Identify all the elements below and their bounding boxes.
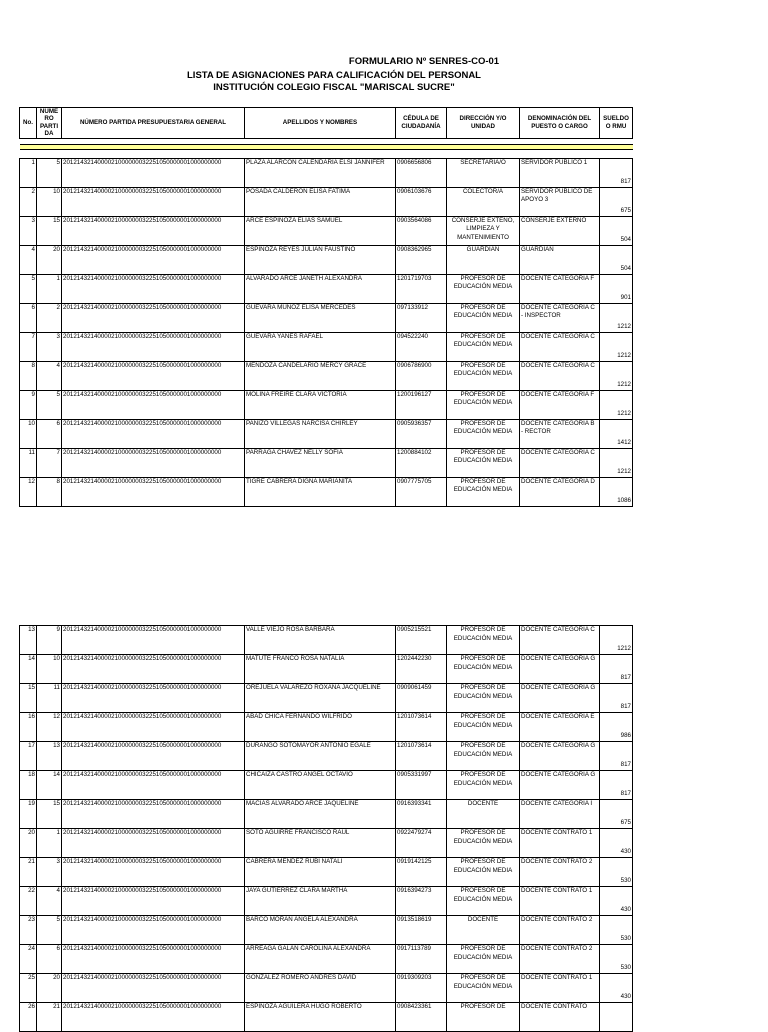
direccion-cell: PROFESOR DE EDUCACIÓN MEDIA <box>447 713 520 742</box>
direccion-cell: PROFESOR DE EDUCACIÓN MEDIA <box>447 945 520 974</box>
sueldo-cell: 530 <box>600 945 633 974</box>
sueldo-cell: 817 <box>600 158 633 187</box>
partida-general-cell: 2012143214000021000000032251050000001000000000 <box>62 216 245 245</box>
direccion-cell: PROFESOR DE EDUCACIÓN MEDIA <box>447 448 520 477</box>
partida-number-cell: 6 <box>37 945 62 974</box>
partida-general-cell: 2012143214000021000000032251050000001000000000 <box>62 448 245 477</box>
cedula-cell: 0905936357 <box>396 419 447 448</box>
direccion-cell: PROFESOR DE EDUCACIÓN MEDIA <box>447 477 520 506</box>
cedula-cell: 0922479274 <box>396 829 447 858</box>
row-number-cell: 18 <box>20 771 37 800</box>
partida-number-cell: 1 <box>37 829 62 858</box>
col-header-direccion: DIRECCIÓN Y/O UNIDAD <box>447 108 520 139</box>
cedula-cell: 094522240 <box>396 332 447 361</box>
partida-number-cell: 15 <box>37 216 62 245</box>
table-row <box>20 800 633 829</box>
puesto-cell: DOCENTE CATEGORIA G <box>520 655 600 684</box>
partida-number-cell: 5 <box>37 390 62 419</box>
cedula-cell: 0906103676 <box>396 187 447 216</box>
cedula-cell: 0906786900 <box>396 361 447 390</box>
sueldo-cell: 1212 <box>600 448 633 477</box>
partida-number-cell: 7 <box>37 448 62 477</box>
puesto-cell: DOCENTE CATEGORIA E <box>520 713 600 742</box>
assignments-table-page-1 <box>19 107 633 507</box>
full-name-cell: MACIAS ALVARADO ARCE JAQUELINE <box>245 800 396 829</box>
puesto-cell: DOCENTE CONTRATO 1 <box>520 974 600 1003</box>
assignments-table-page-2 <box>19 625 633 1032</box>
row-number-cell: 6 <box>20 303 37 332</box>
table-row <box>20 419 633 448</box>
full-name-cell: ESPINOZA REYES JULIAN FAUSTINO <box>245 245 396 274</box>
partida-general-cell: 2012143214000021000000032251050000001000000000 <box>62 390 245 419</box>
full-name-cell: ESPINOZA AGUILERA HUGO ROBERTO <box>245 1003 396 1032</box>
partida-number-cell: 8 <box>37 477 62 506</box>
col-header-cedula: CÉDULA DE CIUDADANÍA <box>396 108 447 139</box>
puesto-cell: DOCENTE CONTRATO 2 <box>520 858 600 887</box>
partida-number-cell: 5 <box>37 916 62 945</box>
direccion-cell: CONSERJE EXTENO, LIMPIEZA Y MANTENIMIENTO <box>447 216 520 245</box>
institution-name: INSTITUCIÓN COLEGIO FISCAL "MARISCAL SUCRE" <box>213 82 455 93</box>
table-row <box>20 655 633 684</box>
cedula-cell: 0905331997 <box>396 771 447 800</box>
table-row <box>20 945 633 974</box>
row-number-cell: 14 <box>20 655 37 684</box>
sueldo-cell: 430 <box>600 974 633 1003</box>
partida-general-cell: 2012143214000021000000032251050000001000000000 <box>62 829 245 858</box>
puesto-cell: SERVIDOR PUBLICO 1 <box>520 158 600 187</box>
cedula-cell: 1202442230 <box>396 655 447 684</box>
row-number-cell: 16 <box>20 713 37 742</box>
direccion-cell: DOCENTE <box>447 800 520 829</box>
cedula-cell: 1201719703 <box>396 274 447 303</box>
row-number-cell: 25 <box>20 974 37 1003</box>
partida-number-cell: 15 <box>37 800 62 829</box>
partida-general-cell: 2012143214000021000000032251050000001000000000 <box>62 945 245 974</box>
direccion-cell: PROFESOR DE EDUCACIÓN MEDIA <box>447 332 520 361</box>
puesto-cell: DOCENTE CATEGORIA D <box>520 477 600 506</box>
partida-general-cell: 2012143214000021000000032251050000001000000000 <box>62 1003 245 1032</box>
direccion-cell: PROFESOR DE EDUCACIÓN MEDIA <box>447 974 520 1003</box>
partida-general-cell: 2012143214000021000000032251050000001000000000 <box>62 974 245 1003</box>
row-number-cell: 12 <box>20 477 37 506</box>
row-number-cell: 7 <box>20 332 37 361</box>
cedula-cell: 0905215521 <box>396 626 447 655</box>
sueldo-cell: 817 <box>600 771 633 800</box>
row-number-cell: 3 <box>20 216 37 245</box>
full-name-cell: POSADA CALDERON ELISA FATIMA <box>245 187 396 216</box>
full-name-cell: DURANGO SOTOMAYOR ANTONIO EGALE <box>245 742 396 771</box>
puesto-cell: DOCENTE CONTRATO 1 <box>520 829 600 858</box>
cedula-cell: 0919309203 <box>396 974 447 1003</box>
cedula-cell: 0913518619 <box>396 916 447 945</box>
sueldo-cell: 675 <box>600 187 633 216</box>
table-row <box>20 626 633 655</box>
partida-number-cell: 20 <box>37 974 62 1003</box>
sueldo-cell: 675 <box>600 800 633 829</box>
sueldo-cell: 430 <box>600 887 633 916</box>
cedula-cell: 0916393341 <box>396 800 447 829</box>
cedula-cell: 0908362965 <box>396 245 447 274</box>
full-name-cell: JAYA GUTIERREZ CLARA MARTHA <box>245 887 396 916</box>
row-number-cell: 8 <box>20 361 37 390</box>
full-name-cell: TIGRE CABRERA DIGNA MARIANITA <box>245 477 396 506</box>
full-name-cell: VALLE VIEJO ROSA BARBARA <box>245 626 396 655</box>
full-name-cell: SOTO AGUIRRE FRANCISCO RAUL <box>245 829 396 858</box>
puesto-cell: DOCENTE CONTRATO 2 <box>520 916 600 945</box>
full-name-cell: GONZALEZ ROMERO ANDRES DAVID <box>245 974 396 1003</box>
partida-general-cell: 2012143214000021000000032251050000001000000000 <box>62 332 245 361</box>
partida-number-cell: 4 <box>37 361 62 390</box>
partida-general-cell: 2012143214000021000000032251050000001000000000 <box>62 361 245 390</box>
full-name-cell: ARCE ESPINOZA ELIAS SAMUEL <box>245 216 396 245</box>
partida-number-cell: 10 <box>37 655 62 684</box>
sueldo-cell: 817 <box>600 655 633 684</box>
row-number-cell: 1 <box>20 158 37 187</box>
table-row <box>20 684 633 713</box>
row-number-cell: 26 <box>20 1003 37 1032</box>
table-row <box>20 187 633 216</box>
full-name-cell: GUEVARA YANES RAFAEL <box>245 332 396 361</box>
direccion-cell: PROFESOR DE EDUCACIÓN MEDIA <box>447 419 520 448</box>
full-name-cell: MOLINA FREIRE CLARA VICTORIA <box>245 390 396 419</box>
table-row <box>20 303 633 332</box>
table-row <box>20 216 633 245</box>
sueldo-cell: 430 <box>600 829 633 858</box>
direccion-cell: PROFESOR DE EDUCACIÓN MEDIA <box>447 684 520 713</box>
full-name-cell: ALVARADO ARCE JANETH ALEXANDRA <box>245 274 396 303</box>
col-header-nombres: APELLIDOS Y NOMBRES <box>245 108 396 139</box>
puesto-cell: DOCENTE CATEGORIA C <box>520 332 600 361</box>
partida-general-cell: 2012143214000021000000032251050000001000000000 <box>62 713 245 742</box>
sueldo-cell: 530 <box>600 858 633 887</box>
col-header-no: No. <box>20 108 37 139</box>
sueldo-cell: 1212 <box>600 390 633 419</box>
partida-general-cell: 2012143214000021000000032251050000001000000000 <box>62 158 245 187</box>
full-name-cell: ARREAGA GALAN CAROLINA ALEXANDRA <box>245 945 396 974</box>
partida-general-cell: 2012143214000021000000032251050000001000000000 <box>62 858 245 887</box>
row-number-cell: 13 <box>20 626 37 655</box>
sueldo-cell: 901 <box>600 274 633 303</box>
table-row <box>20 771 633 800</box>
direccion-cell: PROFESOR DE EDUCACIÓN MEDIA <box>447 858 520 887</box>
direccion-cell: PROFESOR DE EDUCACIÓN MEDIA <box>447 390 520 419</box>
direccion-cell: PROFESOR DE EDUCACIÓN MEDIA <box>447 771 520 800</box>
row-number-cell: 15 <box>20 684 37 713</box>
table-row <box>20 477 633 506</box>
partida-general-cell: 2012143214000021000000032251050000001000000000 <box>62 187 245 216</box>
table-row <box>20 390 633 419</box>
direccion-cell: PROFESOR DE EDUCACIÓN MEDIA <box>447 829 520 858</box>
full-name-cell: PARRAGA CHAVEZ NELLY SOFIA <box>245 448 396 477</box>
row-number-cell: 11 <box>20 448 37 477</box>
sueldo-cell: 817 <box>600 742 633 771</box>
puesto-cell: DOCENTE CATEGORIA G <box>520 684 600 713</box>
cedula-cell: 0917113789 <box>396 945 447 974</box>
cedula-cell: 1200884102 <box>396 448 447 477</box>
cedula-cell: 1201073614 <box>396 713 447 742</box>
table-row <box>20 887 633 916</box>
full-name-cell: MENDOZA CANDELARIO MERCY GRACE <box>245 361 396 390</box>
cedula-cell: 0919142125 <box>396 858 447 887</box>
partida-general-cell: 2012143214000021000000032251050000001000000000 <box>62 477 245 506</box>
cedula-cell: 0906656806 <box>396 158 447 187</box>
sueldo-cell: 1412 <box>600 419 633 448</box>
sueldo-cell: 1212 <box>600 626 633 655</box>
direccion-cell: PROFESOR DE EDUCACIÓN MEDIA <box>447 361 520 390</box>
cedula-cell: 0907775705 <box>396 477 447 506</box>
cedula-cell: 0909061459 <box>396 684 447 713</box>
full-name-cell: PANIZO VILLEGAS NARCISA CHIRLEY <box>245 419 396 448</box>
puesto-cell: DOCENTE CATEGORIA C <box>520 361 600 390</box>
table-row <box>20 448 633 477</box>
puesto-cell: DOCENTE CATEGORIA C <box>520 448 600 477</box>
row-number-cell: 20 <box>20 829 37 858</box>
partida-number-cell: 20 <box>37 245 62 274</box>
table-row <box>20 858 633 887</box>
partida-number-cell: 3 <box>37 332 62 361</box>
full-name-cell: CHICAIZA CASTRO ANGEL OCTAVIO <box>245 771 396 800</box>
partida-number-cell: 10 <box>37 187 62 216</box>
direccion-cell: GUARDIAN <box>447 245 520 274</box>
cedula-cell: 0903564086 <box>396 216 447 245</box>
sueldo-cell: 817 <box>600 684 633 713</box>
partida-general-cell: 2012143214000021000000032251050000001000000000 <box>62 655 245 684</box>
partida-general-cell: 2012143214000021000000032251050000001000000000 <box>62 419 245 448</box>
row-number-cell: 2 <box>20 187 37 216</box>
sueldo-cell: 1086 <box>600 477 633 506</box>
sueldo-cell: 504 <box>600 245 633 274</box>
cedula-cell: 1200196127 <box>396 390 447 419</box>
direccion-cell: PROFESOR DE EDUCACIÓN MEDIA <box>447 303 520 332</box>
sueldo-cell: 530 <box>600 916 633 945</box>
row-number-cell: 19 <box>20 800 37 829</box>
partida-general-cell: 2012143214000021000000032251050000001000000000 <box>62 303 245 332</box>
cedula-cell: 1201073614 <box>396 742 447 771</box>
sueldo-cell: 986 <box>600 713 633 742</box>
col-header-partida-general: NÚMERO PARTIDA PRESUPUESTARIA GENERAL <box>62 108 245 139</box>
direccion-cell: PROFESOR DE EDUCACIÓN MEDIA <box>447 742 520 771</box>
partida-general-cell: 2012143214000021000000032251050000001000000000 <box>62 742 245 771</box>
full-name-cell: PLAZA ALARCON CALENDARIA ELSI JANNIFER <box>245 158 396 187</box>
full-name-cell: MATUTE FRANCO ROSA NATALIA <box>245 655 396 684</box>
sueldo-cell: 1212 <box>600 303 633 332</box>
table-row <box>20 974 633 1003</box>
row-number-cell: 5 <box>20 274 37 303</box>
puesto-cell: DOCENTE CONTRATO 2 <box>520 945 600 974</box>
partida-number-cell: 5 <box>37 158 62 187</box>
sueldo-cell: 504 <box>600 216 633 245</box>
puesto-cell: CONSERJE EXTERNO <box>520 216 600 245</box>
partida-general-cell: 2012143214000021000000032251050000001000000000 <box>62 887 245 916</box>
col-header-sueldo: SUELDO O RMU <box>600 108 633 139</box>
direccion-cell: PROFESOR DE <box>447 1003 520 1032</box>
direccion-cell: PROFESOR DE EDUCACIÓN MEDIA <box>447 274 520 303</box>
partida-number-cell: 3 <box>37 858 62 887</box>
partida-general-cell: 2012143214000021000000032251050000001000000000 <box>62 684 245 713</box>
puesto-cell: DOCENTE CATEGORIA F <box>520 390 600 419</box>
partida-general-cell: 2012143214000021000000032251050000001000000000 <box>62 274 245 303</box>
table-row <box>20 332 633 361</box>
cedula-cell: 0916394273 <box>396 887 447 916</box>
full-name-cell: CABRERA MENDEZ RUBI NATALI <box>245 858 396 887</box>
table-row <box>20 245 633 274</box>
direccion-cell: PROFESOR DE EDUCACIÓN MEDIA <box>447 626 520 655</box>
puesto-cell: DOCENTE CATEGORIA G <box>520 771 600 800</box>
col-header-numero-partida: NÚME RO PARTI DA <box>37 108 62 139</box>
table-header-row <box>20 108 633 139</box>
direccion-cell: DOCENTE <box>447 916 520 945</box>
puesto-cell: DOCENTE CATEGORIA I <box>520 800 600 829</box>
partida-number-cell: 12 <box>37 713 62 742</box>
form-number: FORMULARIO Nº SENRES-CO-01 <box>348 56 500 67</box>
row-number-cell: 4 <box>20 245 37 274</box>
partida-number-cell: 14 <box>37 771 62 800</box>
puesto-cell: DOCENTE CATEGORIA B - RECTOR <box>520 419 600 448</box>
table-row <box>20 713 633 742</box>
spacer-row <box>20 149 633 158</box>
puesto-cell: DOCENTE CATEGORIA C <box>520 626 600 655</box>
col-header-puesto: DENOMINACIÓN DEL PUESTO O CARGO <box>520 108 600 139</box>
puesto-cell: DOCENTE CONTRATO <box>520 1003 600 1032</box>
table-row <box>20 916 633 945</box>
row-number-cell: 24 <box>20 945 37 974</box>
puesto-cell: DOCENTE CATEGORIA G <box>520 742 600 771</box>
partida-general-cell: 2012143214000021000000032251050000001000000000 <box>62 916 245 945</box>
direccion-cell: PROFESOR DE EDUCACIÓN MEDIA <box>447 655 520 684</box>
direccion-cell: SECRETARIA/O <box>447 158 520 187</box>
table-row <box>20 1003 633 1032</box>
partida-general-cell: 2012143214000021000000032251050000001000000000 <box>62 771 245 800</box>
sueldo-cell: 1212 <box>600 361 633 390</box>
row-number-cell: 21 <box>20 858 37 887</box>
partida-number-cell: 1 <box>37 274 62 303</box>
table-row <box>20 158 633 187</box>
partida-number-cell: 4 <box>37 887 62 916</box>
partida-number-cell: 21 <box>37 1003 62 1032</box>
puesto-cell: GUARDIAN <box>520 245 600 274</box>
sueldo-cell <box>600 1003 633 1032</box>
full-name-cell: OREJUELA VALAREZO ROXANA JACQUELINE <box>245 684 396 713</box>
partida-general-cell: 2012143214000021000000032251050000001000000000 <box>62 800 245 829</box>
partida-number-cell: 13 <box>37 742 62 771</box>
direccion-cell: PROFESOR DE EDUCACIÓN MEDIA <box>447 887 520 916</box>
partida-general-cell: 2012143214000021000000032251050000001000000000 <box>62 245 245 274</box>
partida-number-cell: 6 <box>37 419 62 448</box>
row-number-cell: 23 <box>20 916 37 945</box>
partida-number-cell: 2 <box>37 303 62 332</box>
row-number-cell: 10 <box>20 419 37 448</box>
cedula-cell: 097133912 <box>396 303 447 332</box>
sueldo-cell: 1212 <box>600 332 633 361</box>
partida-general-cell: 2012143214000021000000032251050000001000000000 <box>62 626 245 655</box>
puesto-cell: DOCENTE CONTRATO 1 <box>520 887 600 916</box>
full-name-cell: GUEVARA MUNOZ ELISA MERCEDES <box>245 303 396 332</box>
row-number-cell: 9 <box>20 390 37 419</box>
puesto-cell: DOCENTE CATEGORIA F <box>520 274 600 303</box>
full-name-cell: BARCO MORAN ANGELA ALEXANDRA <box>245 916 396 945</box>
table-row <box>20 274 633 303</box>
puesto-cell: SERVIDOR PUBLICO DE APOYO 3 <box>520 187 600 216</box>
table-row <box>20 742 633 771</box>
row-number-cell: 17 <box>20 742 37 771</box>
table-row <box>20 829 633 858</box>
direccion-cell: COLECTOR/A <box>447 187 520 216</box>
full-name-cell: ABAD CHICA FERNANDO WILFRIDO <box>245 713 396 742</box>
partida-number-cell: 11 <box>37 684 62 713</box>
row-number-cell: 22 <box>20 887 37 916</box>
cedula-cell: 0908423361 <box>396 1003 447 1032</box>
document-title: LISTA DE ASIGNACIONES PARA CALIFICACIÓN DEL PERSONAL <box>187 70 481 81</box>
table-row <box>20 361 633 390</box>
partida-number-cell: 9 <box>37 626 62 655</box>
puesto-cell: DOCENTE CATEGORIA C - INSPECTOR <box>520 303 600 332</box>
